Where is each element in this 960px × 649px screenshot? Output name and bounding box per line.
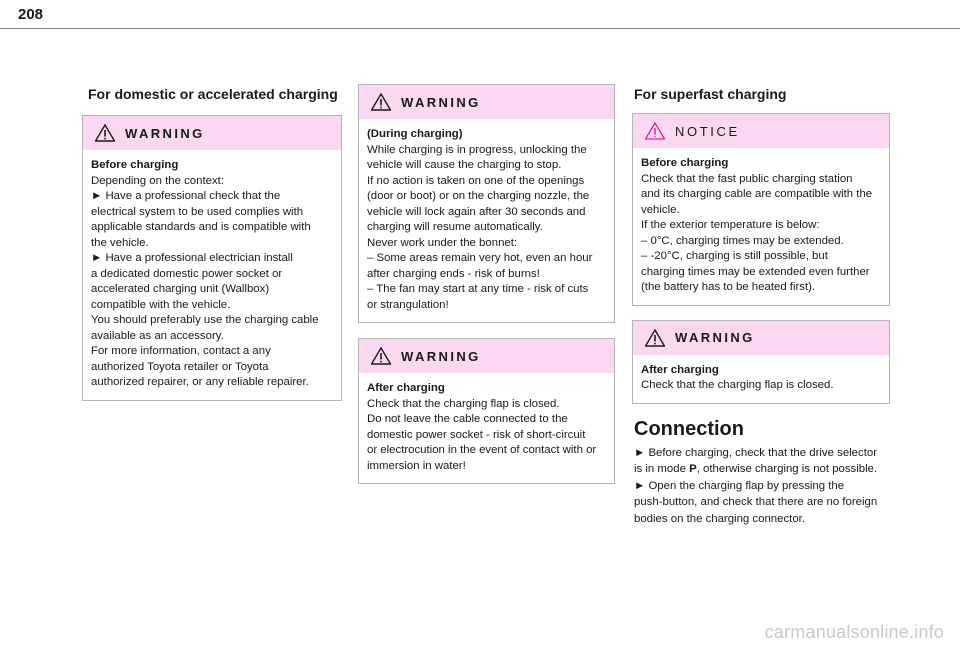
text-line: Never work under the bonnet:: [367, 236, 518, 249]
text-line: vehicle.: [641, 203, 680, 216]
text-line: ► Before charging, check that the drive selector: [634, 446, 878, 459]
text-line: Check that the charging flap is closed.: [641, 379, 834, 391]
warning-box-after-charging: [358, 338, 615, 484]
connection-heading: Connection: [634, 417, 744, 440]
text-line: domestic power socket - risk of short-circuit: [367, 428, 586, 441]
text-line: available as an accessory.: [91, 329, 224, 342]
text-line: For more information, contact a any: [91, 345, 271, 357]
text-line: compatible with the vehicle.: [91, 298, 231, 311]
text-line: [634, 461, 890, 478]
section-heading-domestic-charging: For domestic or accelerated charging: [88, 86, 338, 102]
notice-label: NOTICE: [675, 123, 740, 139]
text-fragment: is in mode: [634, 463, 690, 475]
middle-column: [358, 84, 615, 484]
warning-title: Before charging: [91, 159, 179, 171]
text-line: immersion in water!: [367, 459, 466, 472]
warning-box-header: [359, 339, 614, 373]
text-line: vehicle will lock again after 30 seconds and: [367, 205, 586, 218]
warning-label: WARNING: [401, 94, 481, 110]
warning-label: WARNING: [675, 330, 755, 345]
text-line: Do not leave the cable connected to the: [367, 413, 568, 425]
warning-box-before-charging: [82, 115, 342, 401]
watermark[interactable]: carmanualsonline.info: [764, 622, 944, 642]
section-heading-superfast-charging: For superfast charging: [634, 86, 787, 102]
warning-box-header: [359, 85, 614, 119]
connection-section: [632, 418, 890, 528]
text-line: or electrocution in the event of contact with or: [367, 444, 597, 456]
text-line: or strangulation!: [367, 298, 449, 311]
text-line: ► Have a professional check that the: [91, 190, 281, 202]
text-line: – -20°C, charging is still possible, but: [641, 250, 828, 262]
notice-box-before-charging: [632, 113, 890, 306]
notice-icon: [645, 122, 665, 140]
text-line: after charging ends - risk of burns!: [367, 267, 540, 280]
warning-box-body: [633, 355, 889, 403]
drive-mode-p: P: [689, 463, 697, 475]
text-line: If no action is taken on one of the openings: [367, 174, 585, 187]
text-line: ► Have a professional electrician install: [91, 252, 293, 264]
text-line: Check that the fast public charging station: [641, 172, 853, 185]
text-line: Depending on the context:: [91, 174, 224, 187]
text-line: – Some areas remain very hot, even an hour: [367, 252, 593, 264]
text-line: the vehicle.: [91, 236, 149, 249]
text-line: You should preferably use the charging cable: [91, 314, 319, 326]
text-line: – 0°C, charging times may be extended.: [641, 234, 844, 247]
text-line: – The fan may start at any time - risk of cuts: [367, 283, 589, 295]
warning-icon: [95, 124, 115, 142]
text-line: charging will resume automatically.: [367, 221, 543, 233]
warning-icon: [645, 329, 665, 347]
text-line: a dedicated domestic power socket or: [91, 267, 283, 280]
text-line: While charging is in progress, unlocking the: [367, 143, 587, 156]
text-line: applicable standards and is compatible with: [91, 221, 311, 233]
warning-box-body: [359, 119, 614, 322]
text-line: Check that the charging flap is closed.: [367, 397, 560, 410]
text-line: charging times may be extended even further: [641, 265, 870, 278]
text-line: authorized repairer, or any reliable repairer.: [91, 376, 309, 388]
text-line: ► Open the charging flap by pressing the: [634, 479, 845, 492]
text-line: electrical system to be used complies with: [91, 205, 304, 218]
warning-title: (During charging): [367, 128, 463, 140]
text-line: and its charging cable are compatible with the: [641, 188, 873, 200]
warning-label: WARNING: [401, 348, 481, 364]
right-column: [632, 86, 890, 527]
text-line: push-button, and check that there are no foreign: [634, 496, 878, 508]
text-fragment: , otherwise charging is not possible.: [696, 463, 878, 475]
warning-box-body: [83, 150, 341, 400]
notice-box-header: [633, 114, 889, 148]
text-line: authorized Toyota retailer or Toyota: [91, 360, 269, 373]
warning-box-header: [633, 321, 889, 355]
text-line: If the exterior temperature is below:: [641, 219, 820, 231]
left-column: [82, 86, 342, 401]
warning-title: After charging: [641, 363, 719, 376]
text-line: bodies on the charging connector.: [634, 512, 805, 525]
warning-box-body: [359, 373, 614, 483]
notice-box-body: [633, 148, 889, 305]
text-line: (door or boot) or on the charging nozzle, the: [367, 190, 590, 202]
warning-icon: [371, 347, 391, 365]
warning-label: WARNING: [125, 125, 205, 141]
warning-box-after-charging-superfast: [632, 320, 890, 404]
warning-icon: [371, 93, 391, 111]
text-line: vehicle will cause the charging to stop.: [367, 159, 562, 171]
text-line: (the battery has to be heated first).: [641, 281, 816, 293]
notice-title: Before charging: [641, 157, 729, 169]
header-divider: [0, 28, 960, 29]
connection-text: [632, 445, 890, 528]
text-line: accelerated charging unit (Wallbox): [91, 283, 270, 295]
warning-box-during-charging: [358, 84, 615, 323]
page-number: 208: [18, 6, 44, 23]
warning-box-header: [83, 116, 341, 150]
warning-title: After charging: [367, 382, 445, 394]
